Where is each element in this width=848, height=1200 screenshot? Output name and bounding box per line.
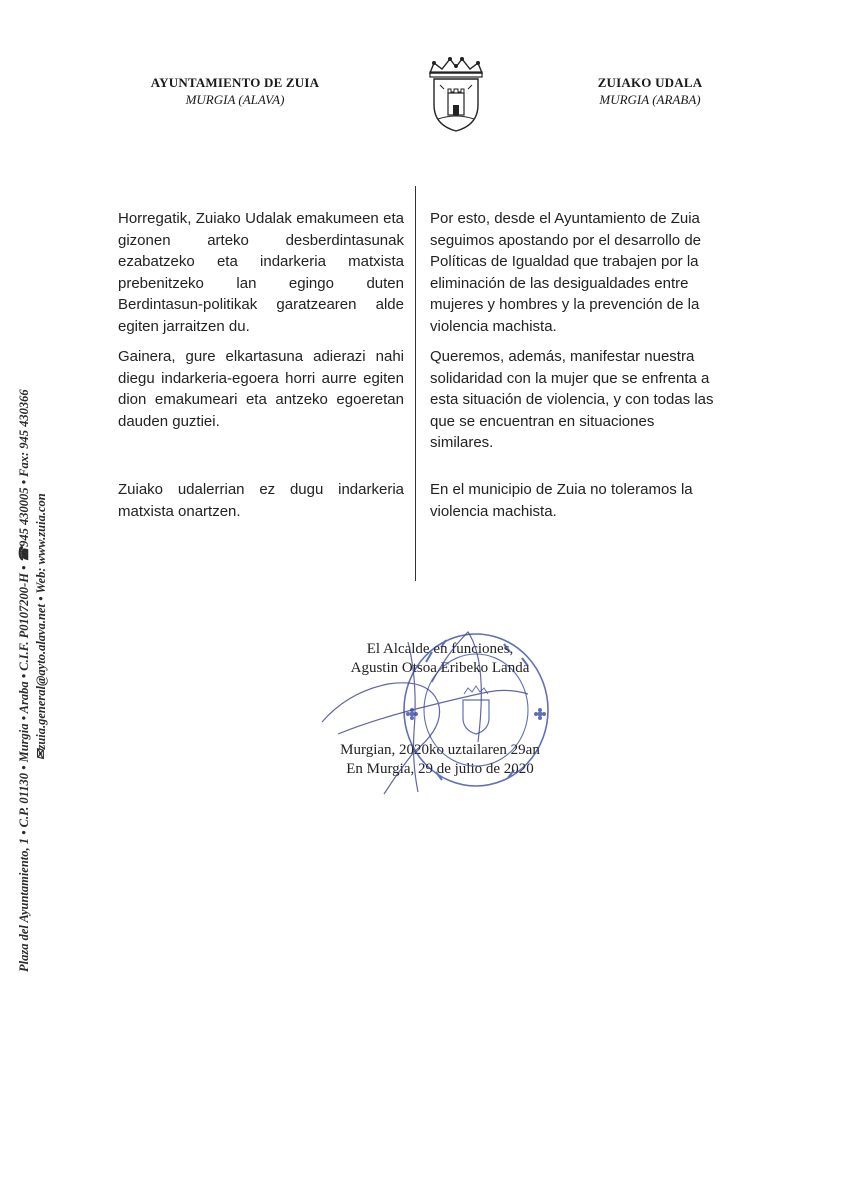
basque-paragraph-3: Zuiako udalerrian ez dugu indarkeria matxista onartzen. <box>118 481 404 520</box>
signature-block <box>300 640 580 678</box>
column-divider <box>415 186 416 581</box>
header-right <box>530 74 770 108</box>
address-sidebar <box>16 212 48 972</box>
signer-role: El Alcalde en funciones, <box>366 641 514 657</box>
signature-dates <box>300 741 580 779</box>
spanish-paragraph-3: En el municipio de Zuia no toleramos la violencia machista. <box>430 481 693 520</box>
header-right-subtitle: MURGIA (ARABA) <box>599 92 701 107</box>
signer-name: Agustin Otsoa Eribeko Landa <box>350 660 530 676</box>
date-basque: Murgian, 2020ko uztailaren 29an <box>340 742 540 758</box>
header-left-subtitle: MURGIA (ALAVA) <box>185 92 285 107</box>
address-line: Plaza del Ayuntamiento, 1 • C.P. 01130 • Murgia • Araba • C.I.F. P0107200-H • ☎945 430005 • Fax: 945 430366 <box>17 389 31 972</box>
coat-of-arms-icon <box>420 55 492 133</box>
header-right-title: ZUIAKO UDALA <box>597 75 703 90</box>
contact-line: ✉zuia.general@ayto.alava.net • Web: www.zuia.con <box>34 493 48 760</box>
basque-paragraph-2: Gainera, gure elkartasuna adierazi nahi diegu indarkeria-egoera horri aurre egiten dion emakumeari eta antzeko egoeretan dauden guztiei. <box>118 348 404 430</box>
spanish-paragraph-2: Queremos, además, manifestar nuestra solidaridad con la mujer que se enfrenta a esta situación de violencia, y con todas las que se encuentran en situaciones similares. <box>430 348 714 451</box>
spanish-paragraph-1: Por esto, desde el Ayuntamiento de Zuia seguimos apostando por el desarrollo de Políticas de Igualdad que trabajen por la eliminación de las desigualdades entre mujeres y hombres y la prevención de la violencia machista. <box>430 210 702 335</box>
header-left <box>100 74 370 108</box>
basque-paragraph-1: Horregatik, Zuiako Udalak emakumeen eta gizonen arteko desberdintasunak ezabatzeko eta indarkeria matxista prebenitzeko lan egingo duten Berdintasun-politikak garatzearen alde egiten jarraitzen du. <box>118 210 404 335</box>
header-left-title: AYUNTAMIENTO DE ZUIA <box>150 75 320 90</box>
date-spanish: En Murgia, 29 de julio de 2020 <box>346 761 534 777</box>
